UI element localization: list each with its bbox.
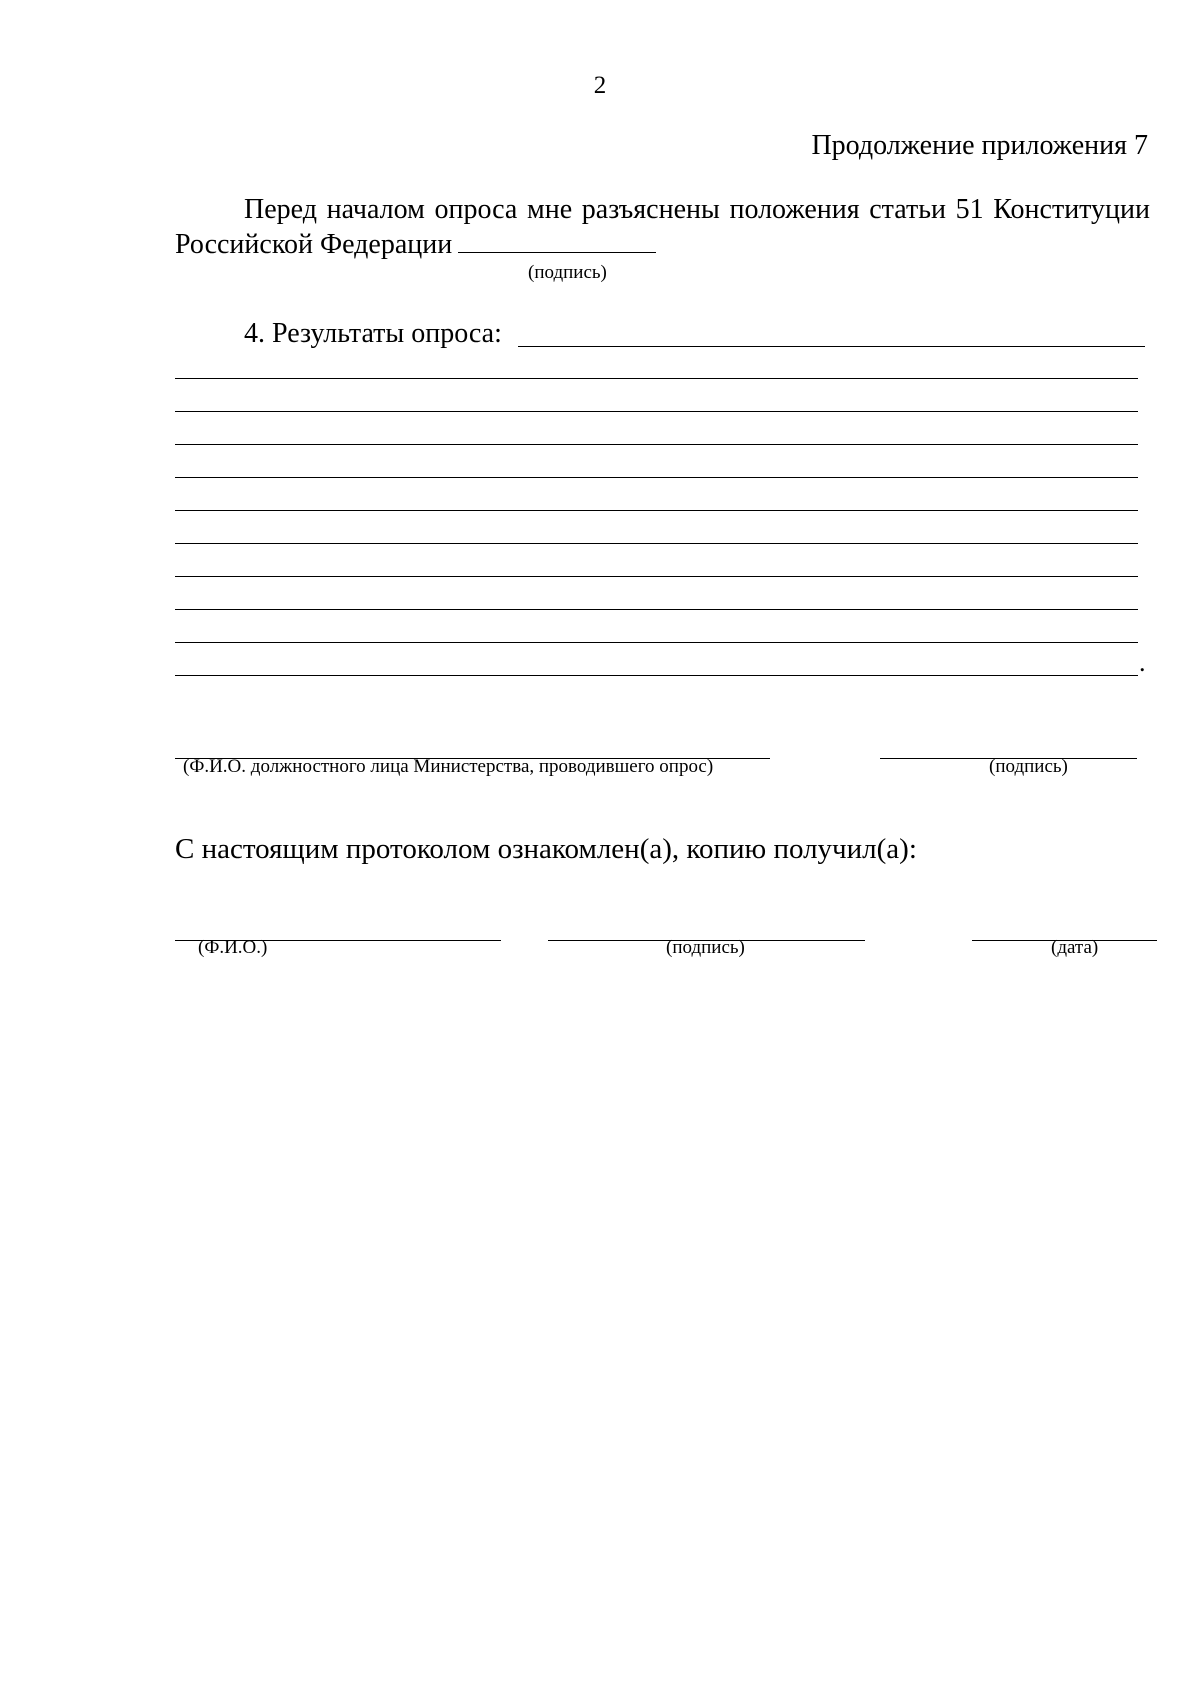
results-line-6[interactable] xyxy=(175,510,1138,511)
results-line-8[interactable] xyxy=(175,576,1138,577)
results-line-9[interactable] xyxy=(175,609,1138,610)
official-caption: (Ф.И.О. должностного лица Министерства, проводившего опрос) xyxy=(183,756,714,777)
signature-caption-2: (подпись) xyxy=(989,756,1068,777)
signature-caption-1: (подпись) xyxy=(528,262,607,283)
final-period: . xyxy=(1139,648,1146,677)
constitution-text: Перед началом опроса мне разъяснены положения статьи 51 Конституции Российской Федерации xyxy=(175,194,1150,260)
results-line-1[interactable] xyxy=(518,346,1145,347)
appendix-title: Продолжение приложения 7 xyxy=(811,130,1148,161)
date-caption: (дата) xyxy=(1051,937,1099,958)
signature-blank-1[interactable] xyxy=(458,228,656,253)
acknowledgement-text: С настоящим протоколом ознакомлен(а), копию получил(а): xyxy=(175,833,917,865)
results-line-3[interactable] xyxy=(175,411,1138,412)
signature-caption-3: (подпись) xyxy=(666,937,745,958)
results-label: 4. Результаты опроса: xyxy=(244,318,502,349)
results-line-5[interactable] xyxy=(175,477,1138,478)
fio-caption: (Ф.И.О.) xyxy=(198,937,268,958)
results-line-7[interactable] xyxy=(175,543,1138,544)
page-number: 2 xyxy=(593,72,607,99)
results-line-2[interactable] xyxy=(175,378,1138,379)
results-line-10[interactable] xyxy=(175,642,1138,643)
results-line-11[interactable] xyxy=(175,675,1138,676)
results-line-4[interactable] xyxy=(175,444,1138,445)
constitution-paragraph xyxy=(175,192,1150,262)
